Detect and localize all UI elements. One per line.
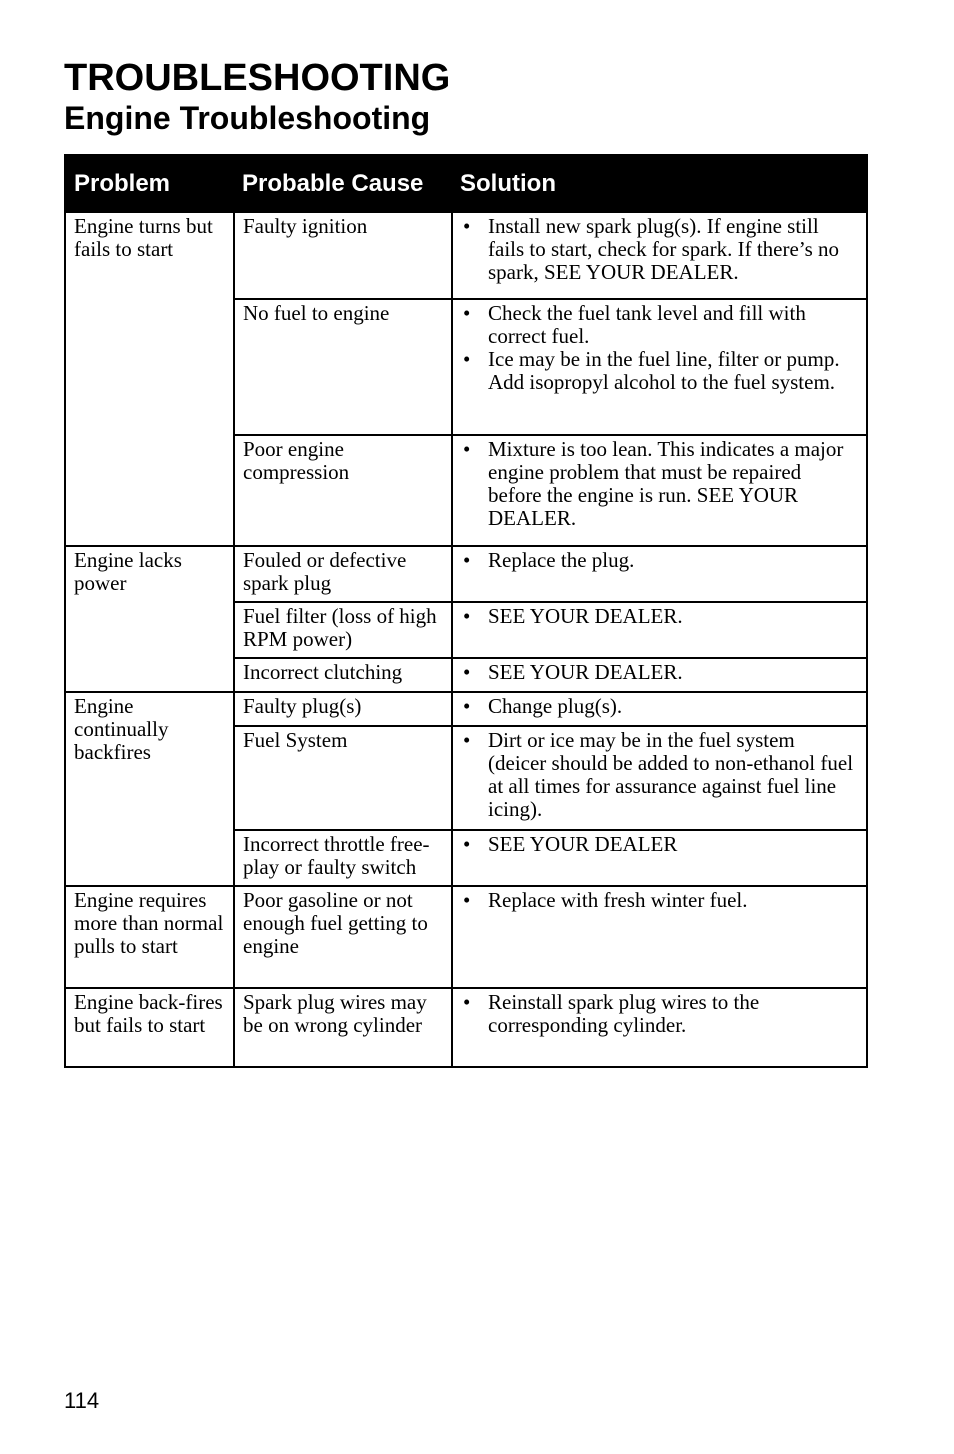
solution-cell (452, 602, 867, 658)
column-header-solution: Solution (452, 155, 867, 212)
solution-cell (452, 299, 867, 435)
solution-cell (452, 886, 867, 988)
cause-cell: Faulty ignition (234, 212, 452, 299)
solution-item: • Mixture is too lean. This indicates a major engine problem that must be repaired before the engine is run. SEE YOUR DEALER. (461, 438, 858, 530)
problem-cell: Engine back-fires but fails to start (65, 988, 234, 1067)
solution-item: • SEE YOUR DEALER. (461, 661, 858, 684)
solution-item: • Ice may be in the fuel line, filter or pump. Add isopropyl alcohol to the fuel system. (461, 348, 858, 394)
column-header-problem: Problem (65, 155, 234, 212)
troubleshooting-table (64, 154, 868, 1068)
solution-cell (452, 435, 867, 546)
solution-cell (452, 212, 867, 299)
page-title: TROUBLESHOOTING (64, 57, 451, 99)
solution-cell (452, 726, 867, 830)
table-header-row (65, 155, 867, 212)
solution-item: • Reinstall spark plug wires to the corresponding cylinder. (461, 991, 858, 1037)
page-number: 114 (64, 1388, 100, 1413)
cause-cell: Poor gasoline or not enough fuel getting to engine (234, 886, 452, 988)
cause-cell: Fuel System (234, 726, 452, 830)
table-row (65, 212, 867, 299)
table-row (65, 886, 867, 988)
section-title: Engine Troubleshooting (64, 100, 431, 136)
problem-cell: Engine turns but fails to start (65, 212, 234, 546)
solution-cell (452, 692, 867, 726)
solution-cell (452, 546, 867, 602)
cause-cell: Faulty plug(s) (234, 692, 452, 726)
solution-item: • Replace with fresh winter fuel. (461, 889, 858, 912)
solution-item: • Change plug(s). (461, 695, 858, 718)
problem-cell: Engine requires more than normal pulls to start (65, 886, 234, 988)
solution-item: • SEE YOUR DEALER. (461, 605, 858, 628)
cause-cell: Spark plug wires may be on wrong cylinder (234, 988, 452, 1067)
table-row (65, 546, 867, 602)
cause-cell: Incorrect throttle free-play or faulty switch (234, 830, 452, 886)
problem-cell: Engine continually backfires (65, 692, 234, 886)
solution-item: • Check the fuel tank level and fill with correct fuel. (461, 302, 858, 348)
solution-cell (452, 830, 867, 886)
cause-cell: Fouled or defective spark plug (234, 546, 452, 602)
column-header-cause: Probable Cause (234, 155, 452, 212)
table-row (65, 988, 867, 1067)
table-row (65, 692, 867, 726)
cause-cell: Fuel filter (loss of high RPM power) (234, 602, 452, 658)
solution-item: • Dirt or ice may be in the fuel system (deicer should be added to non-ethanol fuel at all times for assurance against fuel line icing). (461, 729, 858, 821)
solution-cell (452, 658, 867, 692)
solution-item: • Install new spark plug(s). If engine still fails to start, check for spark. If there’s no spark, SEE YOUR DEALER. (461, 215, 858, 284)
solution-cell (452, 988, 867, 1067)
cause-cell: No fuel to engine (234, 299, 452, 435)
cause-cell: Incorrect clutching (234, 658, 452, 692)
cause-cell: Poor engine compression (234, 435, 452, 546)
solution-item: • Replace the plug. (461, 549, 858, 572)
solution-item: • SEE YOUR DEALER (461, 833, 858, 856)
problem-cell: Engine lacks power (65, 546, 234, 692)
